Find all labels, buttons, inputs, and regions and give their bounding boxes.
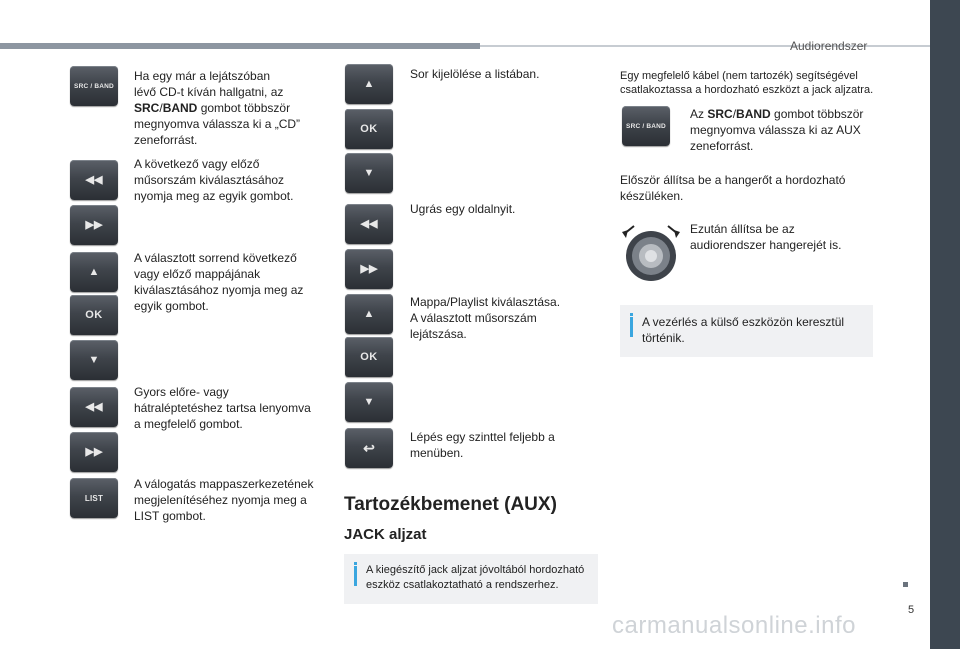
playlist-ok-button: OK bbox=[345, 337, 393, 377]
prev-track-button bbox=[70, 160, 118, 200]
back-button bbox=[345, 428, 393, 468]
info-icon bbox=[354, 566, 357, 586]
rewind-icon: ◀◀ bbox=[360, 217, 378, 230]
watermark: carmanualsonline.info bbox=[612, 612, 856, 639]
line-down-button bbox=[345, 153, 393, 193]
arrow-down-icon: ▼ bbox=[88, 353, 100, 366]
playlist-select-text: Mappa/Playlist kiválasztása. A választott műsorszám lejátszása. bbox=[410, 295, 561, 341]
jack-info-box: A kiegészítő jack aljzat jóvoltából hordozható eszköz csatlakoztatható a rendszerhez. bbox=[344, 554, 598, 604]
arrow-up-icon: ▲ bbox=[88, 265, 100, 278]
info-icon bbox=[630, 317, 633, 337]
playlist-up-button bbox=[345, 294, 393, 334]
src-cd-instruction: Ha egy már a lejátszóban lévő CD-t kíván hallgatni, az SRC/BAND gombot többször megnyomva válassza ki a „CD” zeneforrást. bbox=[134, 69, 301, 147]
back-text: Lépés egy szinttel feljebb a menüben. bbox=[410, 430, 555, 460]
playlist-down-button bbox=[345, 382, 393, 422]
rewind-icon: ◀◀ bbox=[85, 400, 103, 413]
folder-up-button bbox=[70, 252, 118, 292]
ok-button: OK bbox=[70, 295, 118, 335]
continuation-marker bbox=[903, 582, 908, 587]
line-select-text: Sor kijelölése a listában. bbox=[410, 67, 540, 81]
control-info-box: A vezérlés a külső eszközön keresztül történik. bbox=[620, 305, 873, 357]
aux-heading: Tartozékbemenet (AUX) bbox=[344, 494, 557, 515]
track-select-instruction: A következő vagy előző műsorszám kiválasztásához nyomja meg az egyik gombot. bbox=[134, 157, 294, 203]
src-band-button: SRC / BAND bbox=[70, 66, 118, 106]
fast-forward-icon: ▶▶ bbox=[85, 445, 103, 458]
forward-button bbox=[70, 432, 118, 472]
list-instruction: A válogatás mappaszerkezetének megjelenítéséhez nyomja meg a LIST gombot. bbox=[134, 477, 314, 523]
page-next-button bbox=[345, 249, 393, 289]
cable-intro: Egy megfelelő kábel (nem tartozék) segítségével csatlakoztassa a hordozható eszközt a jack aljzatra. bbox=[620, 70, 874, 96]
arrow-down-icon: ▼ bbox=[363, 166, 375, 179]
volume-knob-icon bbox=[620, 222, 682, 284]
folder-down-button bbox=[70, 340, 118, 380]
system-volume-text: Ezután állítsa be az audiorendszer hangerejét is. bbox=[690, 222, 842, 252]
rewind-button bbox=[70, 387, 118, 427]
next-track-button bbox=[70, 205, 118, 245]
section-title: Audiorendszer bbox=[790, 39, 868, 53]
jack-subheading: JACK aljzat bbox=[344, 526, 427, 543]
src-band-button-aux: SRC / BAND bbox=[622, 106, 670, 146]
page-jump-text: Ugrás egy oldalnyit. bbox=[410, 202, 516, 216]
folder-select-instruction: A választott sorrend következő vagy előző mappájának kiválasztásához nyomja meg az egyik gombot. bbox=[134, 251, 304, 313]
device-volume-text: Először állítsa be a hangerőt a hordozható készüléken. bbox=[620, 173, 846, 203]
arrow-up-icon: ▲ bbox=[363, 77, 375, 90]
page-sidebar bbox=[930, 0, 960, 649]
fast-forward-icon: ▶▶ bbox=[85, 218, 103, 231]
list-button: LIST bbox=[70, 478, 118, 518]
page-prev-button bbox=[345, 204, 393, 244]
line-ok-button: OK bbox=[345, 109, 393, 149]
back-arrow-icon: ↩ bbox=[363, 440, 375, 456]
rewind-icon: ◀◀ bbox=[85, 173, 103, 186]
page-number: 5 bbox=[908, 604, 915, 616]
arrow-up-icon: ▲ bbox=[363, 307, 375, 320]
fast-forward-icon: ▶▶ bbox=[360, 262, 378, 275]
header-bar bbox=[0, 43, 480, 49]
arrow-down-icon: ▼ bbox=[363, 395, 375, 408]
aux-source-instruction: Az SRC/BAND gombot többször megnyomva válassza ki az AUX zeneforrást. bbox=[690, 107, 864, 153]
seek-instruction: Gyors előre- vagy hátraléptetéshez tartsa lenyomva a megfelelő gombot. bbox=[134, 385, 311, 431]
line-up-button bbox=[345, 64, 393, 104]
